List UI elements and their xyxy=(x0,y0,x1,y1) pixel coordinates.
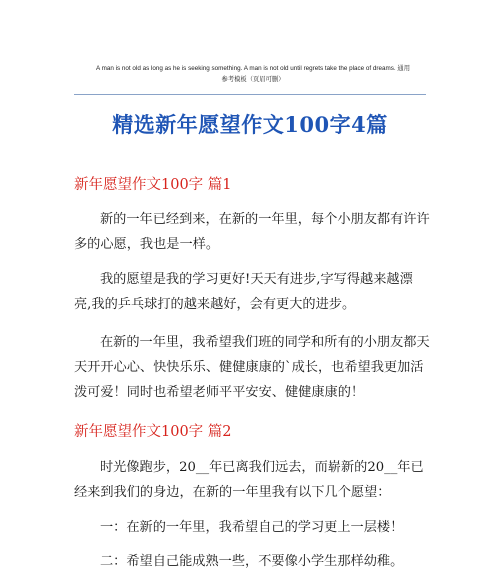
paragraph: 一：在新的一年里，我希望自己的学习更上一层楼！ xyxy=(100,520,404,535)
header-quote xyxy=(74,63,432,74)
section-heading-1: 新年愿望作文100字 篇1 xyxy=(74,177,232,193)
header-quote-text: A man is not old as long as he is seeking something. A man is not old until regrets take the place of dreams. xyxy=(96,65,396,72)
header-note: 参考模板（页眉可删） xyxy=(221,76,285,83)
paragraph: 二：希望自己能成熟一些，不要像小学生那样幼稚。 xyxy=(100,554,404,569)
paragraph: 新的一年已经到来，在新的一年里，每个小朋友都有许许多的心愿，我也是一样。 xyxy=(74,212,430,252)
section-heading-2: 新年愿望作文100字 篇2 xyxy=(74,424,232,440)
header-note-tail: 通用 xyxy=(397,65,410,72)
header-divider xyxy=(74,94,426,95)
paragraph: 时光像跑步，20__年已离我们远去，而崭新的20__年已经来到我们的身边，在新的一年里我有以下几个愿望： xyxy=(74,460,424,500)
paragraph: 在新的一年里，我希望我们班的同学和所有的小朋友都天天开开心心、快快乐乐、健健康康的`成长，也希望我更加活泼可爱！同时也希望老师平平安安、健健康康的！ xyxy=(74,335,430,400)
page-header xyxy=(74,63,432,85)
paragraph: 我的愿望是我的学习更好!天天有进步,字写得越来越漂亮,我的乒乓球打的越来越好，会有更大的进步。 xyxy=(74,272,413,312)
document-title: 精选新年愿望作文100字4篇 xyxy=(112,112,388,137)
